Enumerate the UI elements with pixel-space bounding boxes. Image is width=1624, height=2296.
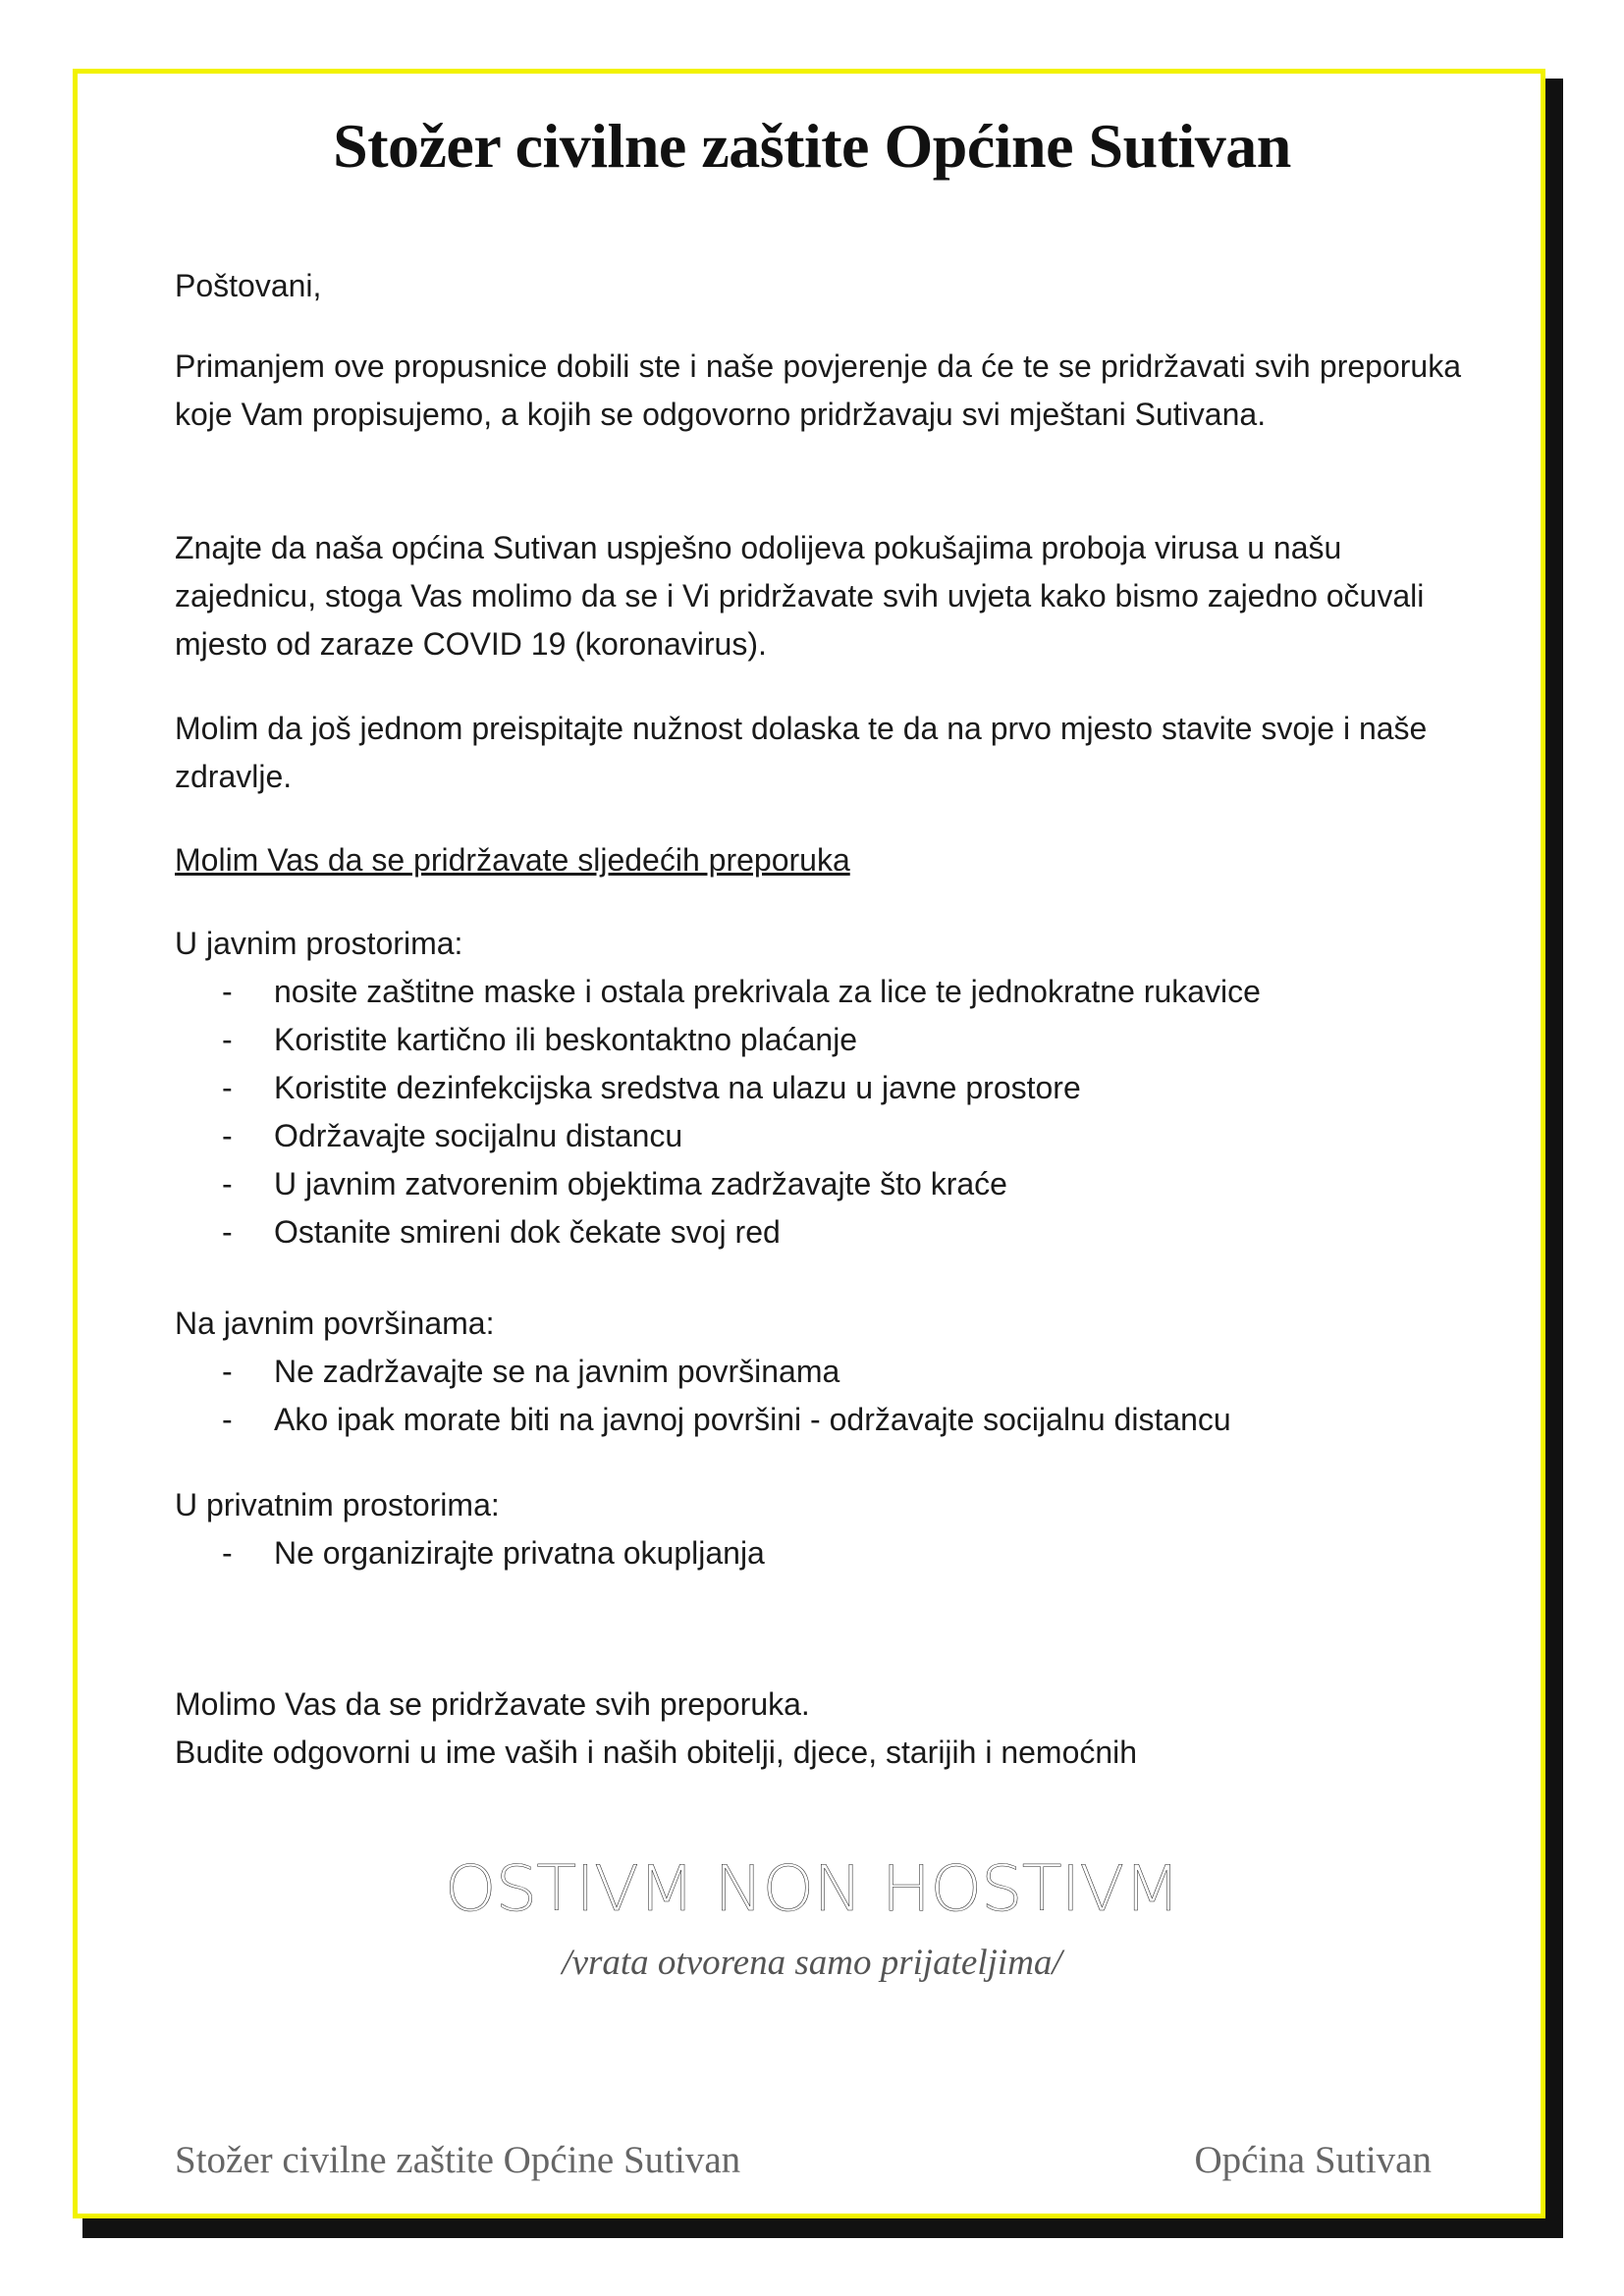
dash-bullet-icon: - xyxy=(222,1118,233,1153)
greeting: Poštovani, xyxy=(175,268,322,303)
list-item: - Ako ipak morate biti na javnoj površini - održavajte socijalnu distancu xyxy=(175,1396,1461,1444)
paragraph-3: Molim da još jednom preispitajte nužnost dolaska te da na prvo mjesto stavite svoje i naše zdravlje. xyxy=(175,711,1428,794)
recommendation-list xyxy=(175,1529,1461,1577)
list-item: - Koristite dezinfekcijska sredstva na ulazu u javne prostore xyxy=(175,1064,1461,1112)
paragraph-1: Primanjem ove propusnice dobili ste i naše povjerenje da će te se pridržavati svih preporuka koje Vam propisujemo, a kojih se odgovorno pridržavaju svi mještani Sutivana. xyxy=(175,348,1461,432)
closing-block xyxy=(175,1681,1461,1777)
footer-right: Općina Sutivan xyxy=(1194,2139,1432,2181)
list-item: - Koristite kartično ili beskontaktno plaćanje xyxy=(175,1016,1461,1064)
list-item: - U javnim zatvorenim objektima zadržavajte što kraće xyxy=(175,1160,1461,1208)
list-item: - Održavajte socijalnu distancu xyxy=(175,1112,1461,1160)
section-public-spaces xyxy=(175,920,1461,1256)
motto xyxy=(0,1853,1624,1926)
document-body xyxy=(175,262,1461,310)
list-item: - Ne organizirajte privatna okupljanja xyxy=(175,1529,1461,1577)
section-private-spaces xyxy=(175,1481,1461,1577)
section-heading: Na javnim površinama: xyxy=(175,1306,495,1341)
dash-bullet-icon: - xyxy=(222,1166,233,1201)
dash-bullet-icon: - xyxy=(222,1535,233,1571)
dash-bullet-icon: - xyxy=(222,1022,233,1057)
recommendations-heading-block xyxy=(175,836,1461,884)
section-heading: U privatnim prostorima: xyxy=(175,1487,500,1522)
footer-left: Stožer civilne zaštite Općine Sutivan xyxy=(175,2139,741,2181)
dash-bullet-icon: - xyxy=(222,1070,233,1105)
motto-translation: /vrata otvorena samo prijateljima/ xyxy=(562,1943,1062,1983)
paragraph-2: Znajte da naša općina Sutivan uspješno odolijeva pokušajima proboja virusa u našu zajednicu, stoga Vas molimo da se i Vi pridržavate svih uvjeta kako bismo zajedno očuvali mjesto od zaraze COVID 19 (koronavirus). xyxy=(175,530,1425,662)
dash-bullet-icon: - xyxy=(222,974,233,1009)
dash-bullet-icon: - xyxy=(222,1214,233,1250)
list-item: - Ostanite smireni dok čekate svoj red xyxy=(175,1208,1461,1256)
document-title: Stožer civilne zaštite Općine Sutivan xyxy=(333,111,1291,181)
closing-line: Budite odgovorni u ime vaših i naših obitelji, djece, starijih i nemoćnih xyxy=(175,1735,1138,1770)
section-heading: U javnim prostorima: xyxy=(175,926,463,961)
motto-text: OSTIVM NON HOSTIVM xyxy=(444,1853,1180,1926)
recommendations-heading: Molim Vas da se pridržavate sljedećih preporuka xyxy=(175,842,850,878)
recommendation-list xyxy=(175,968,1461,1256)
list-item: - nosite zaštitne maske i ostala prekrivala za lice te jednokratne rukavice xyxy=(175,968,1461,1016)
closing-line: Molimo Vas da se pridržavate svih preporuka. xyxy=(175,1686,810,1722)
dash-bullet-icon: - xyxy=(222,1354,233,1389)
recommendation-list xyxy=(175,1348,1461,1444)
section-public-surfaces xyxy=(175,1300,1461,1444)
dash-bullet-icon: - xyxy=(222,1402,233,1437)
list-item: - Ne zadržavajte se na javnim površinama xyxy=(175,1348,1461,1396)
